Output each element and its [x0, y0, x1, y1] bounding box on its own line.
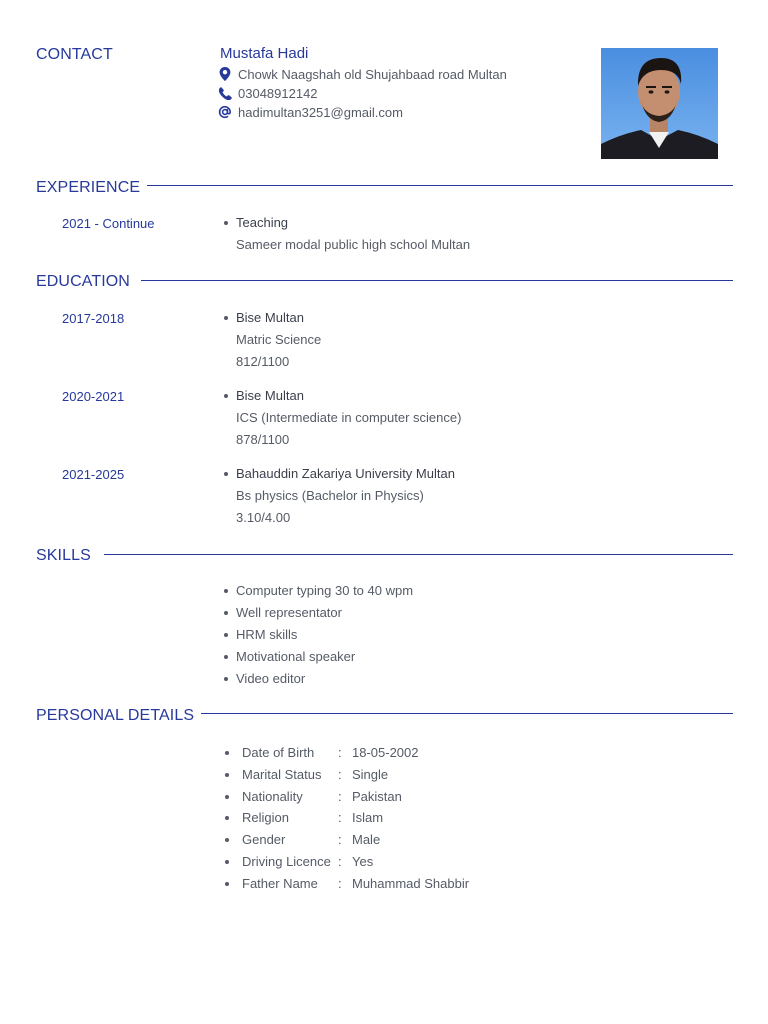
detail-row: [242, 807, 469, 829]
education-detail: Matric Science: [236, 332, 322, 347]
education-divider: [141, 280, 733, 281]
education-entry: [236, 463, 455, 529]
education-detail: Bs physics (Bachelor in Physics): [236, 488, 424, 503]
detail-separator: :: [338, 788, 342, 804]
detail-label: Religion: [242, 810, 289, 826]
detail-value: 18-05-2002: [352, 745, 419, 760]
phone-line: [217, 85, 318, 101]
experience-divider: [147, 185, 733, 186]
detail-row: [242, 829, 469, 851]
detail-separator: :: [338, 766, 342, 782]
detail-value: Pakistan: [352, 788, 402, 804]
detail-value: Muhammad Shabbir: [352, 875, 470, 891]
detail-label: Date of Birth: [242, 745, 315, 760]
profile-photo: [601, 48, 718, 159]
skills-list: [236, 580, 413, 690]
experience-detail: Sameer modal public high school Multan: [236, 237, 471, 252]
detail-separator: :: [338, 832, 342, 848]
detail-value: Single: [352, 766, 389, 782]
detail-label: Nationality: [242, 788, 303, 804]
detail-separator: :: [338, 875, 342, 891]
experience-heading: EXPERIENCE: [36, 179, 141, 196]
skill-item: HRM skills: [236, 624, 413, 646]
phone-icon: [217, 85, 233, 101]
education-title: Bahauddin Zakariya University Multan: [236, 463, 455, 485]
detail-row: [242, 786, 469, 808]
detail-row: [242, 873, 469, 895]
education-date: 2020-2021: [62, 389, 125, 404]
contact-heading: CONTACT: [36, 46, 113, 63]
at-sign-icon: [217, 104, 233, 120]
detail-row: [242, 764, 469, 786]
education-score: 3.10/4.00: [236, 510, 291, 525]
person-name: Mustafa Hadi: [220, 45, 309, 62]
detail-label: Marital Status: [242, 766, 322, 782]
education-detail: ICS (Intermediate in computer science): [236, 410, 462, 425]
detail-value: Islam: [352, 810, 384, 826]
detail-row: [242, 742, 469, 764]
detail-label: Father Name: [242, 875, 318, 891]
education-title: Bise Multan: [236, 307, 321, 329]
education-title: Bise Multan: [236, 385, 461, 407]
education-score: 878/1100: [236, 432, 290, 447]
experience-title: Teaching: [236, 212, 470, 234]
experience-date: 2021 - Continue: [62, 216, 155, 231]
personal-details-divider: [201, 713, 733, 714]
education-date: 2021-2025: [62, 467, 125, 482]
education-heading: EDUCATION: [36, 273, 130, 290]
detail-separator: :: [338, 745, 342, 760]
skills-divider: [104, 554, 733, 555]
address-text: Chowk Naagshah old Shujahbaad road Multan: [238, 66, 507, 82]
detail-label: Driving Licence: [242, 853, 331, 869]
detail-row: [242, 851, 469, 873]
detail-separator: :: [338, 810, 342, 826]
detail-value: Male: [352, 832, 381, 848]
location-pin-icon: [217, 66, 233, 82]
education-date: 2017-2018: [62, 311, 125, 326]
detail-separator: :: [338, 853, 342, 869]
education-score: 812/1100: [236, 354, 290, 369]
education-entry: [236, 307, 321, 373]
skill-item: Motivational speaker: [236, 646, 413, 668]
education-entry: [236, 385, 461, 451]
personal-details-list: [242, 742, 469, 895]
email-text[interactable]: hadimultan3251@gmail.com: [238, 104, 403, 120]
skills-heading: SKILLS: [36, 547, 91, 564]
personal-details-heading: PERSONAL DETAILS: [36, 707, 195, 724]
detail-value: Yes: [352, 853, 374, 869]
address-line: [217, 66, 507, 82]
skill-item: Computer typing 30 to 40 wpm: [236, 580, 413, 602]
phone-text[interactable]: 03048912142: [238, 85, 318, 101]
email-line: [217, 104, 403, 120]
experience-entry: [236, 212, 470, 256]
detail-label: Gender: [242, 832, 286, 848]
skill-item: Well representator: [236, 602, 413, 624]
skill-item: Video editor: [236, 668, 413, 690]
